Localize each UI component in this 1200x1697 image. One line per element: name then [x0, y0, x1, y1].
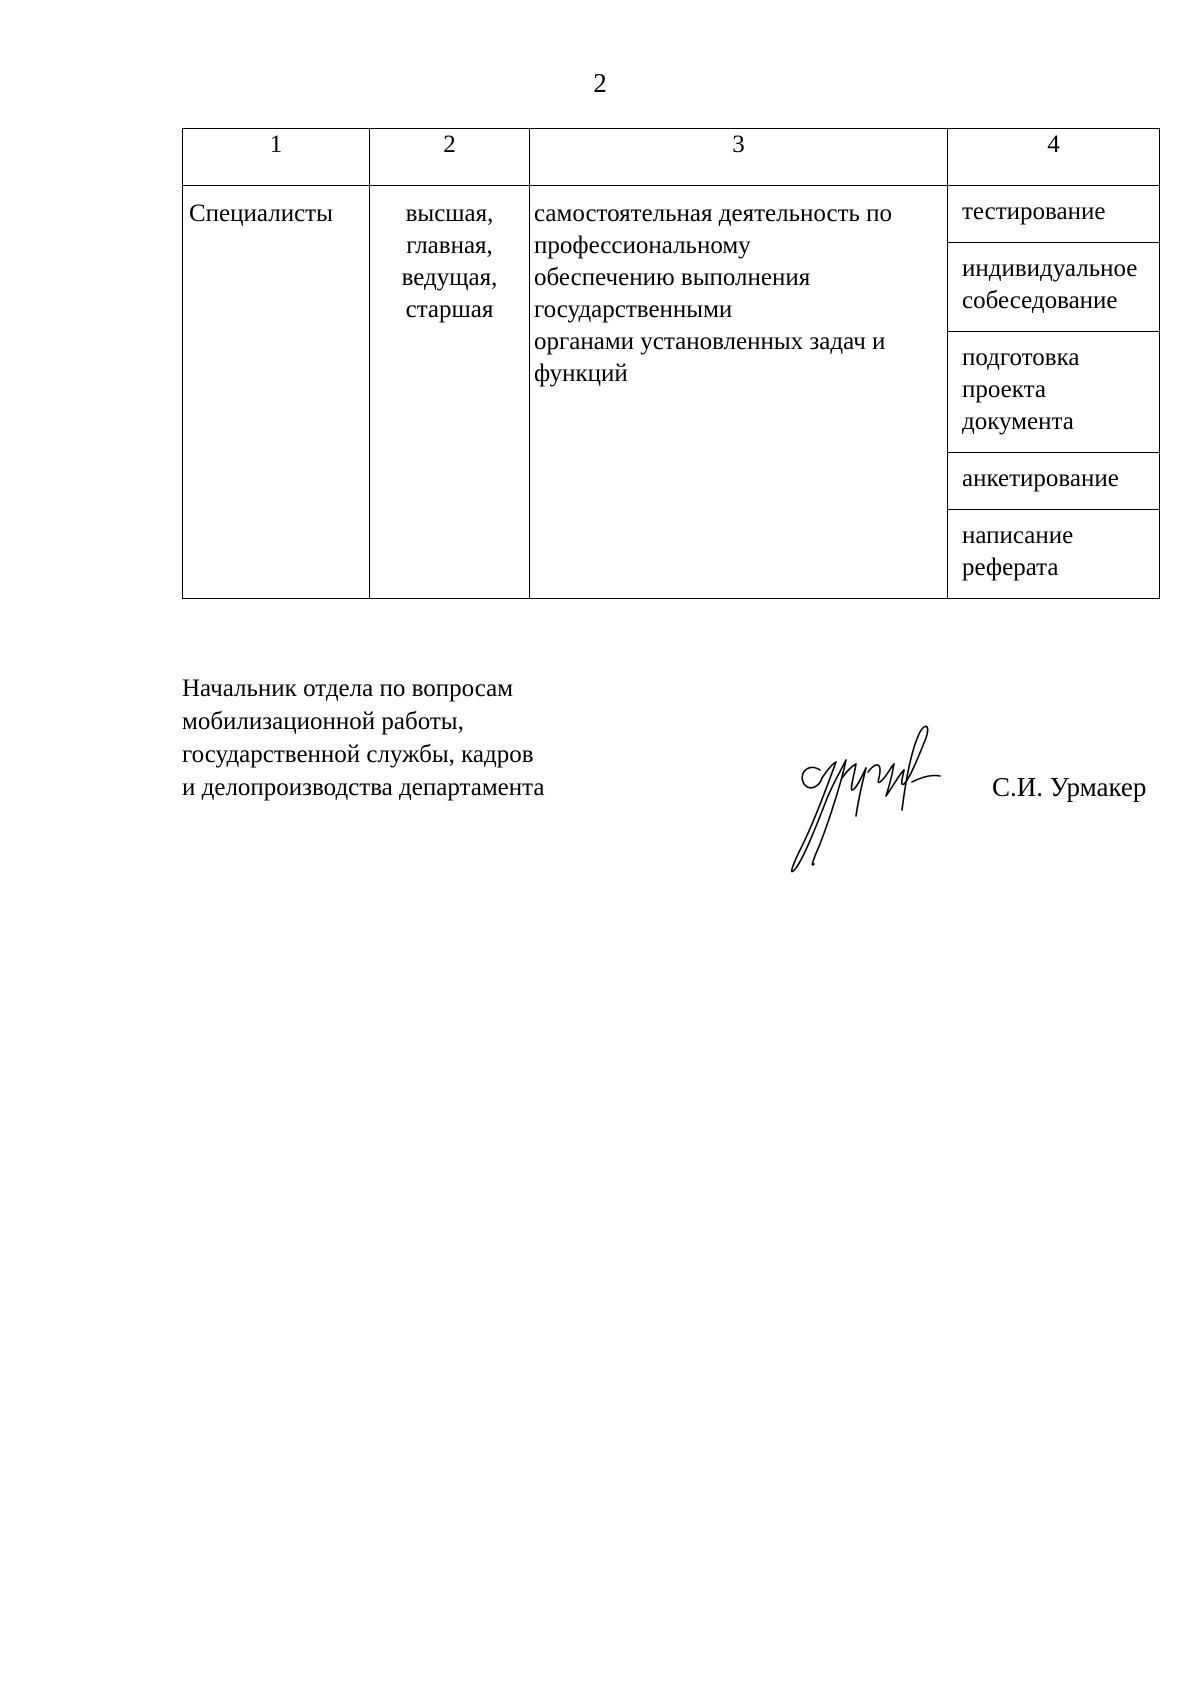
header-cell-3: 3 — [530, 129, 948, 186]
method-line: подготовка — [962, 344, 1080, 371]
method-line: собеседование — [962, 287, 1118, 314]
group-line: высшая, — [405, 200, 494, 227]
groups-cell — [370, 186, 530, 599]
header-cell-2: 2 — [370, 129, 530, 186]
header-cell-1: 1 — [183, 129, 370, 186]
category-cell: Специалисты — [183, 186, 370, 599]
method-cell-document — [948, 332, 1160, 453]
qualification-table — [182, 128, 1160, 599]
signatory-name: С.И. Урмакер — [992, 772, 1147, 802]
function-line: государственными — [534, 296, 733, 323]
function-line: профессиональному — [534, 232, 751, 259]
table-row — [183, 186, 1160, 243]
handwritten-signature — [780, 718, 960, 878]
page-number: 2 — [593, 68, 607, 98]
method-cell-survey — [948, 453, 1160, 510]
method-line: индивидуальное — [962, 255, 1138, 282]
method-line: реферата — [962, 554, 1059, 581]
group-line: главная, — [406, 232, 493, 259]
position-line: и делопроизводства департамента — [182, 774, 545, 801]
group-line: ведущая, — [401, 264, 498, 291]
method-line: написание — [962, 522, 1074, 549]
header-cell-4: 4 — [948, 129, 1160, 186]
group-line: старшая — [405, 296, 494, 323]
signatory-position — [182, 672, 544, 804]
method-cell-essay — [948, 510, 1160, 599]
position-line: государственной службы, кадров — [182, 741, 534, 768]
method-line: анкетирование — [962, 465, 1119, 492]
function-line: функций — [534, 360, 628, 387]
table-header-row — [183, 129, 1160, 186]
method-cell-testing — [948, 186, 1160, 243]
function-line: обеспечению выполнения — [534, 264, 811, 291]
method-line: тестирование — [962, 198, 1106, 225]
function-cell — [530, 186, 948, 599]
function-line: органами установленных задач и — [534, 328, 886, 355]
method-line: документа — [962, 408, 1074, 435]
function-line: самостоятельная деятельность по — [534, 200, 893, 227]
position-line: мобилизационной работы, — [182, 708, 464, 735]
method-cell-interview — [948, 243, 1160, 332]
position-line: Начальник отдела по вопросам — [182, 675, 514, 702]
method-line: проекта — [962, 376, 1046, 403]
